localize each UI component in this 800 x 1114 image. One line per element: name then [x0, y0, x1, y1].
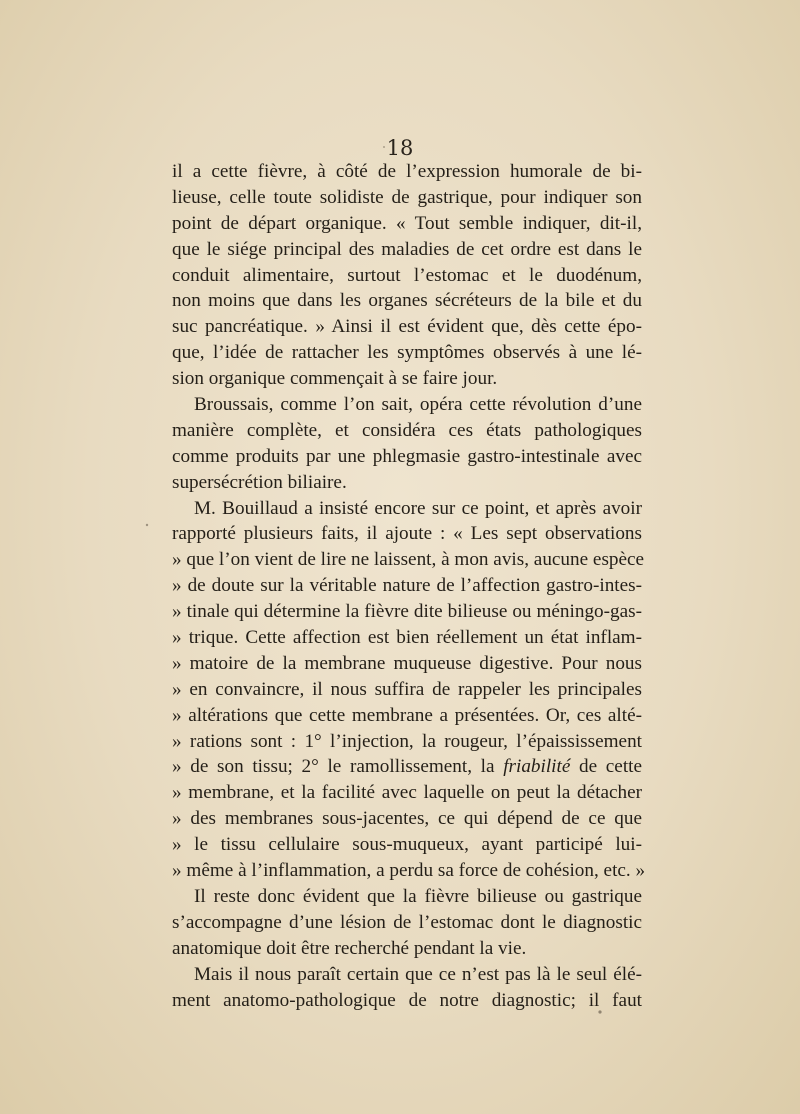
text-line: lieuse, celle toute solidiste de gastrique, pour indiquer son	[172, 186, 642, 208]
text-line: sion organique commençait à se faire jour.	[172, 368, 498, 390]
text-line: ment anatomo-pathologique de notre diagnostic; il faut	[172, 989, 642, 1011]
text-line: Il reste donc évident que la fièvre bilieuse ou gastrique	[194, 885, 642, 907]
text-line: » en convaincre, il nous suffira de rappeler les principales	[172, 678, 642, 700]
text-line: » que l’on vient de lire ne laissent, à mon avis, aucune espèce	[172, 549, 645, 571]
text-line: s’accompagne d’une lésion de l’estomac dont le diagnostic	[172, 911, 642, 933]
text-line: point de départ organique. « Tout semble indiquer, dit-il,	[172, 212, 642, 234]
text-line: suc pancréatique. » Ainsi il est évident que, dès cette épo-	[172, 316, 642, 338]
italic-word: friabilité	[503, 756, 571, 778]
text-line: » tinale qui détermine la fièvre dite bilieuse ou méningo-gas-	[172, 601, 642, 623]
text-line: » altérations que cette membrane a présentées. Or, ces alté-	[172, 704, 642, 726]
text-line: » rations sont : 1° l’injection, la rougeur, l’épaississement	[172, 730, 642, 752]
text-line: Mais il nous paraît certain que ce n’est pas là le seul élé-	[194, 963, 642, 985]
text-line: conduit alimentaire, surtout l’estomac et le duodénum,	[172, 264, 642, 286]
text-line: non moins que dans les organes sécréteurs de la bile et du	[172, 290, 642, 312]
text-line: » des membranes sous-jacentes, ce qui dépend de ce que	[172, 808, 642, 830]
text-line: » le tissu cellulaire sous-muqueux, ayant participé lui-	[172, 834, 642, 856]
text-line: Broussais, comme l’on sait, opéra cette révolution d’une	[194, 394, 642, 416]
text-line: » membrane, et la facilité avec laquelle on peut la détacher	[172, 782, 642, 804]
text-line: que, l’idée de rattacher les symptômes observés à une lé-	[172, 342, 642, 364]
text-line: anatomique doit être recherché pendant la vie.	[172, 937, 527, 959]
text-line: » trique. Cette affection est bien réellement un état inflam-	[172, 627, 642, 649]
text-line: » de son tissu; 2° le ramollissement, la friabilité de cette	[172, 756, 642, 778]
text-line: manière complète, et considéra ces états pathologiques	[172, 419, 642, 441]
speck	[146, 524, 148, 526]
text-line: rapporté plusieurs faits, il ajoute : « Les sept observations	[172, 523, 642, 545]
text-line: M. Bouillaud a insisté encore sur ce point, et après avoir	[194, 497, 642, 519]
text-line: » même à l’inflammation, a perdu sa force de cohésion, etc. »	[172, 860, 646, 882]
page-number: 18	[386, 136, 414, 160]
text-line: » de doute sur la véritable nature de l’affection gastro-intes-	[172, 575, 642, 597]
text-line: comme produits par une phlegmasie gastro-intestinale avec	[172, 445, 642, 467]
body-text	[172, 159, 646, 1013]
text-line: supersécrétion biliaire.	[172, 471, 347, 493]
text-line: » matoire de la membrane muqueuse digestive. Pour nous	[172, 652, 642, 674]
text-line: que le siége principal des maladies de cet ordre est dans le	[172, 238, 642, 260]
text-line: il a cette fièvre, à côté de l’expression humorale de bi-	[172, 161, 642, 182]
